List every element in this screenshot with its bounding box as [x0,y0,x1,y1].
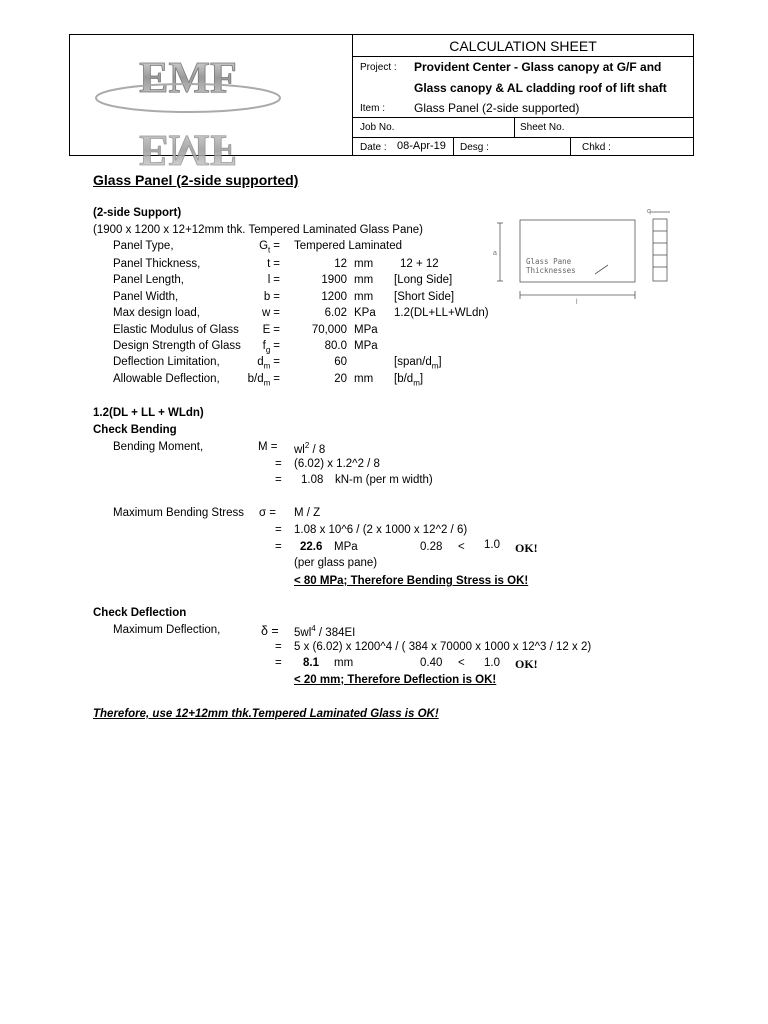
param-label [113,307,251,319]
support-heading: (2-side Support) [93,207,182,219]
param-note [394,274,452,286]
param-note-end: ] [438,356,442,368]
param-label [113,340,251,352]
param-symbol-main: w [261,307,271,319]
bending-ok: OK! [515,541,538,555]
sheet-title: CALCULATION SHEET [449,38,597,54]
deflection-formula-rest: / 384EI [315,626,356,639]
deflection-formula-sup: 4 [311,624,316,633]
bending-moment-line-2: (6.02) x 1.2^2 / 8 [294,458,380,470]
item-value: Glass Panel (2-side supported) [414,101,580,115]
param-unit: MPa [354,324,378,336]
svg-text:EMF: EMF [139,53,237,102]
param-label [113,258,251,270]
param-symbol [240,240,280,254]
bending-conclusion: < 80 MPa; Therefore Bending Stress is OK! [294,575,529,587]
less-than-sign: < [458,657,465,669]
param-note [394,356,442,370]
project-line-2: Glass canopy & AL cladding roof of lift shaft [414,81,667,95]
final-conclusion: Therefore, use 12+12mm thk.Tempered Laminated Glass is OK! [93,708,439,720]
param-symbol [240,258,280,270]
param-value: Tempered Laminated [294,240,403,252]
deflection-ok: OK! [515,657,538,671]
param-note-sub: m [431,361,439,371]
param-label [113,240,251,252]
param-symbol [240,340,280,354]
param-unit: mm [354,291,374,303]
param-note-text: [Long Side] [394,274,453,286]
header-vrule-3 [570,137,571,156]
param-equals: = [273,340,280,352]
param-symbol-main: t [267,258,271,270]
param-symbol-main: E [262,324,271,336]
bending-stress-unit: MPa [334,541,358,553]
deflection-line-2: 5 x (6.02) x 1200^4 / ( 384 x 70000 x 1000 x 12^3 / 12 x 2) [294,641,592,653]
param-symbol-main: f [262,340,266,352]
param-label-text: Max design load, [113,307,200,319]
param-note [394,373,423,387]
chkd-label: Chkd : [582,142,611,153]
param-label [113,324,251,336]
param-label [113,291,251,303]
bending-stress-line-2: 1.08 x 10^6 / (2 x 1000 x 12^2 / 6) [294,524,468,536]
deflection-symbol: δ = [261,624,279,638]
param-label-text: Elastic Modulus of Glass [113,324,239,336]
equals-sign: = [275,541,282,553]
param-equals: = [273,307,280,319]
deflection-conclusion: < 20 mm; Therefore Deflection is OK! [294,674,497,686]
param-symbol [240,307,280,319]
param-unit: mm [354,258,374,270]
param-label-text: Deflection Limitation, [113,356,220,368]
bending-limit: 1.0 [484,539,500,551]
param-note-text: [Short Side] [394,291,455,303]
param-value: 20 [334,373,347,385]
param-symbol [240,373,280,387]
deflection-formula [294,624,355,639]
sheet-no-label: Sheet No. [520,122,565,133]
desg-label: Desg : [460,142,489,153]
param-label-text: Panel Length, [113,274,184,286]
svg-text:EMF: EMF [139,126,237,175]
param-value: 80.0 [324,340,347,352]
formula-sup: 2 [304,441,310,450]
param-unit: MPa [354,340,378,352]
param-unit: KPa [354,307,376,319]
param-label-text: Panel Type, [113,240,174,252]
page-title: Glass Panel (2-side supported) [93,172,299,188]
param-symbol [240,324,280,336]
equals-sign: = [275,641,282,653]
bending-moment-symbol: M = [258,441,278,453]
equals-sign: = [275,524,282,536]
bending-moment-formula [294,441,325,456]
svg-text:Thicknesses: Thicknesses [526,266,576,275]
param-note [400,258,439,270]
bending-moment-value: 1.08 [301,474,324,486]
glass-panel-diagram [490,205,680,305]
bending-stress-symbol: σ = [259,507,277,519]
param-symbol [240,291,280,303]
bending-stress-value: 22.6 [300,541,323,553]
param-symbol-main: b [263,291,271,303]
param-equals: = [273,373,280,385]
svg-text:q: q [647,208,651,215]
param-symbol-sub: m [263,361,271,371]
per-glass-pane: (per glass pane) [294,557,378,569]
max-bending-stress-label [113,507,251,519]
formula-rest: / 8 [309,443,326,456]
param-note-end: ] [419,373,424,385]
deflection-formula-main: 5wl [294,626,312,639]
param-note-text: [span/d [394,356,432,368]
bending-stress-formula: M / Z [294,507,321,519]
param-note-text: 1.2(DL+LL+WLdn) [394,307,489,319]
support-description: (1900 x 1200 x 12+12mm thk. Tempered Laminated Glass Pane) [93,224,423,236]
date-label: Date : [360,142,387,153]
item-label: Item : [360,103,386,114]
param-unit: mm [354,373,374,385]
svg-text:Glass Pane: Glass Pane [526,257,572,266]
bending-moment-unit: kN-m (per m width) [335,474,433,486]
svg-text:l: l [576,299,578,306]
param-note [394,291,454,303]
check-deflection-heading: Check Deflection [93,607,187,619]
param-symbol-sub: g [265,345,271,355]
param-label-text: Panel Width, [113,291,179,303]
formula-main: wl [294,443,305,456]
deflection-value: 8.1 [303,657,319,669]
header-rule-3 [352,137,694,138]
param-equals: = [273,258,280,270]
svg-text:a: a [493,250,497,257]
max-bending-stress-text: Maximum Bending Stress [113,507,245,519]
equals-sign: = [275,474,282,486]
param-value: 1900 [321,274,347,286]
param-symbol-main: b/d [247,373,264,385]
param-equals: = [273,274,280,286]
param-value: 60 [334,356,347,368]
project-label: Project : [360,62,397,73]
param-symbol-main: d [257,356,264,368]
param-symbol-main: G [259,240,269,252]
param-equals: = [273,324,280,336]
param-value: 70,000 [311,324,347,336]
param-symbol-main: l [267,274,271,286]
param-equals: = [273,356,280,368]
param-note-text: 12 + 12 [400,258,439,270]
equals-sign: = [275,657,282,669]
bending-stress-ratio: 0.28 [420,541,443,553]
param-symbol [240,274,280,286]
param-unit: mm [354,274,374,286]
max-deflection-label: Maximum Deflection, [113,624,221,636]
job-no-label: Job No. [360,122,395,133]
project-line-1: Provident Center - Glass canopy at G/F and [414,60,662,74]
bending-moment-label: Bending Moment, [113,441,204,453]
check-bending-heading: Check Bending [93,424,177,436]
param-label-text: Design Strength of Glass [113,340,241,352]
param-label-text: Allowable Deflection, [113,373,220,385]
param-equals: = [273,291,280,303]
header-vrule-2 [453,137,454,156]
param-label [113,373,251,385]
param-value: 1200 [321,291,347,303]
param-symbol-sub: m [263,378,271,388]
param-label [113,274,251,286]
param-note-text: [b/d [394,373,414,385]
less-than-sign: < [458,541,465,553]
load-case-heading: 1.2(DL + LL + WLdn) [93,407,204,419]
param-symbol-sub: t [268,245,271,255]
param-label [113,356,251,368]
param-note [394,307,489,319]
equals-sign: = [275,458,282,470]
deflection-ratio: 0.40 [420,657,443,669]
header-rule-2 [352,117,694,118]
company-logo [88,48,288,175]
param-value: 12 [334,258,347,270]
param-equals: = [273,240,280,252]
param-symbol [240,356,280,370]
header-rule-1 [352,56,694,57]
deflection-limit: 1.0 [484,657,500,669]
header-vrule-1 [514,117,515,137]
date-value: 08-Apr-19 [397,140,446,152]
param-value: 6.02 [324,307,347,319]
param-note-sub: m [413,378,420,388]
deflection-unit: mm [334,657,354,669]
param-label-text: Panel Thickness, [113,258,201,270]
